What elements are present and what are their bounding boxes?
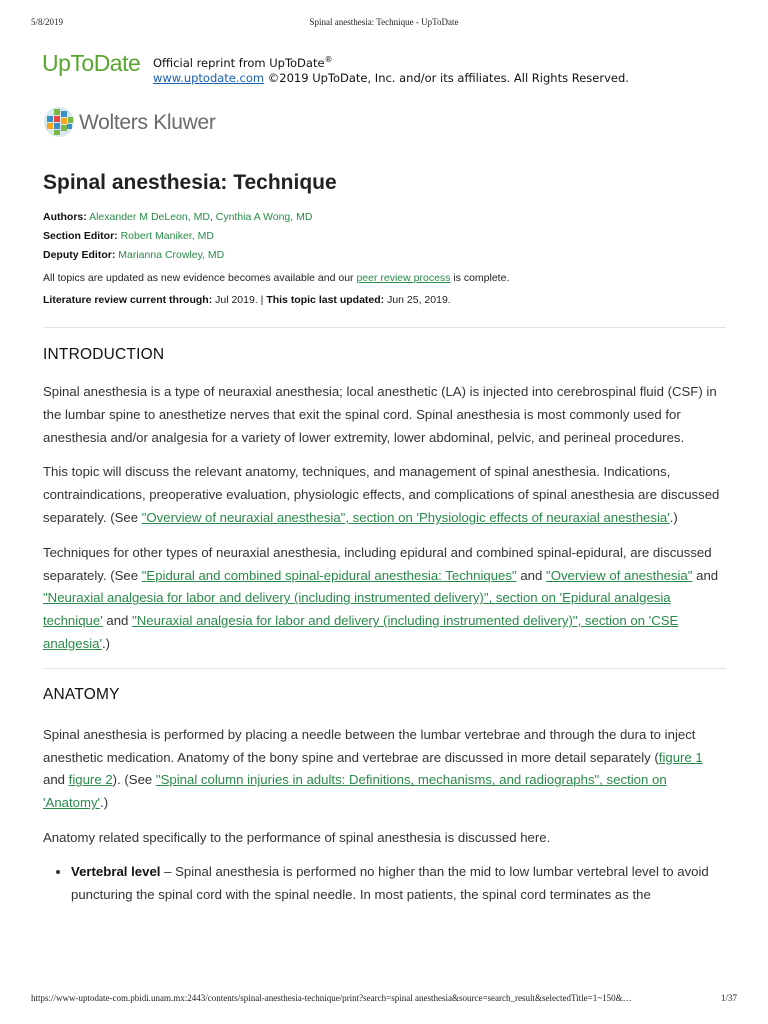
intro-p3-text: Techniques for other types of neuraxial anesthesia, including epidural and combined spinal-epidural, are discussed separately. (See — [43, 544, 712, 583]
intro-paragraph-2 — [43, 461, 726, 529]
intro-paragraph-1: Spinal anesthesia is a type of neuraxial anesthesia; local anesthetic (LA) is injected into cerebrospinal fluid (CSF) in the lumbar spine to anesthetize nerves that exit the spinal cord. Spinal anesthesia is most commonly used for anesthesia and/or analgesia for a variety of lower extremity, lower abdominal, pelvic, and perineal procedures. — [43, 384, 717, 445]
reprint-notice — [153, 52, 713, 86]
intro-p2-text: This topic will discuss the relevant anatomy, techniques, and management of spinal anesthesia. Indications, contraindications, preoperative evaluation, physiologic effects, and complications of spinal anesthesia are discussed separately. (See — [43, 464, 720, 525]
divider — [43, 668, 726, 669]
update-note — [43, 270, 726, 286]
site-link[interactable]: www.uptodate.com — [153, 70, 265, 85]
divider — [43, 327, 726, 328]
anatomy-p1-end: .) — [100, 795, 109, 811]
wolters-kluwer-mark-icon — [43, 106, 75, 138]
figure-2-link[interactable]: figure 2 — [68, 772, 113, 788]
deputy-editor-label: Deputy Editor: — [43, 249, 116, 261]
link-labor-cse-analgesia[interactable]: "Neuraxial analgesia for labor and delivery (including instrumented delivery)", section on 'CSE analgesia' — [43, 613, 679, 651]
intro-p3-and-1: and — [516, 567, 547, 583]
print-date: 5/8/2019 — [31, 17, 64, 27]
figure-1-link[interactable]: figure 1 — [658, 749, 703, 765]
author-link-1[interactable]: Alexander M DeLeon, MD — [89, 211, 210, 223]
bullet-label-vertebral-level: Vertebral level — [71, 863, 161, 879]
print-footer — [31, 993, 737, 1007]
registered-mark: ® — [324, 55, 333, 64]
article-meta — [43, 208, 726, 265]
section-heading-introduction: INTRODUCTION — [43, 346, 165, 363]
section-editor-line — [43, 227, 726, 246]
intro-paragraph-3 — [43, 542, 726, 656]
peer-review-link[interactable]: peer review process — [356, 272, 451, 284]
link-epidural-cse-techniques[interactable]: "Epidural and combined spinal-epidural anesthesia: Techniques" — [141, 567, 517, 583]
link-labor-epidural-technique[interactable]: "Neuraxial analgesia for labor and delivery (including instrumented delivery)", section on 'Epidural analgesia technique' — [43, 590, 671, 629]
last-updated-value: Jun 25, 2019. — [384, 294, 451, 306]
update-note-text: All topics are updated as new evidence becomes available and our — [43, 272, 357, 284]
lit-review-value: Jul 2019. | — [212, 294, 267, 306]
update-note-end: is complete. — [450, 272, 510, 284]
author-link-2[interactable]: Cynthia A Wong, MD — [215, 211, 313, 223]
print-header — [31, 17, 737, 31]
lit-review-label: Literature review current through: — [43, 294, 213, 306]
copyright: ©2019 UpToDate, Inc. and/or its affiliates. All Rights Reserved. — [267, 70, 629, 85]
anatomy-p1-and: and — [43, 772, 69, 788]
list-item — [71, 861, 726, 907]
page-title: Spinal anesthesia: Technique — [43, 171, 337, 194]
authors-label: Authors: — [43, 211, 87, 223]
publisher-name: Wolters Kluwer — [79, 111, 216, 134]
link-spinal-column-injuries[interactable]: "Spinal column injuries in adults: Definitions, mechanisms, and radiographs", section on 'Anatomy' — [43, 772, 667, 811]
intro-p3-and-2: and — [692, 567, 719, 583]
link-overview-neuraxial[interactable]: "Overview of neuraxial anesthesia", section on 'Physiologic effects of neuraxial anesthesia' — [141, 509, 670, 525]
anatomy-paragraph-1 — [43, 724, 726, 815]
print-url: https://www-uptodate-com.pbidi.unam.mx:2443/contents/spinal-anesthesia-technique/print?search=spinal anesthesia&source=search_result&selectedTitle=1~150&… — [31, 993, 632, 1003]
section-editor-label: Section Editor: — [43, 230, 118, 242]
last-updated-label: This topic last updated: — [266, 294, 385, 306]
uptodate-logo: UpToDate — [42, 50, 141, 76]
article — [43, 170, 726, 906]
section-heading-anatomy: ANATOMY — [43, 685, 120, 703]
anatomy-p1-see: ). (See — [112, 772, 156, 788]
bullet-text: – Spinal anesthesia is performed no higher than the mid to low lumbar vertebral level to avoid puncturing the spinal cord with the spinal needle. In most patients, the spinal cord terminates as the — [71, 863, 709, 902]
review-dates — [43, 292, 726, 308]
intro-p3-end: .) — [101, 635, 111, 651]
deputy-editor-line — [43, 246, 726, 265]
authors-line: Authors: Alexander M DeLeon, MD, Cynthia A Wong, MD — [43, 211, 313, 223]
anatomy-paragraph-2: Anatomy related specifically to the performance of spinal anesthesia is discussed here. — [43, 829, 551, 845]
print-title: Spinal anesthesia: Technique - UpToDate — [309, 17, 459, 27]
link-overview-anesthesia[interactable]: "Overview of anesthesia" — [546, 567, 693, 583]
page-number: 1/37 — [720, 993, 737, 1003]
reprint-line: Official reprint from UpToDate — [153, 55, 325, 70]
intro-p3-and-3: and — [102, 613, 133, 629]
section-editor-link[interactable]: Robert Maniker, MD — [120, 230, 214, 242]
intro-p2-end: .) — [669, 509, 678, 525]
anatomy-p1-text: Spinal anesthesia is performed by placing a needle between the lumbar vertebrae and through the dura to inject anesthetic medication. Anatomy of the bony spine and vertebrae are discussed in more detail separately ( — [43, 726, 696, 765]
deputy-editor-link[interactable]: Marianna Crowley, MD — [118, 249, 225, 261]
anatomy-list — [43, 861, 726, 907]
